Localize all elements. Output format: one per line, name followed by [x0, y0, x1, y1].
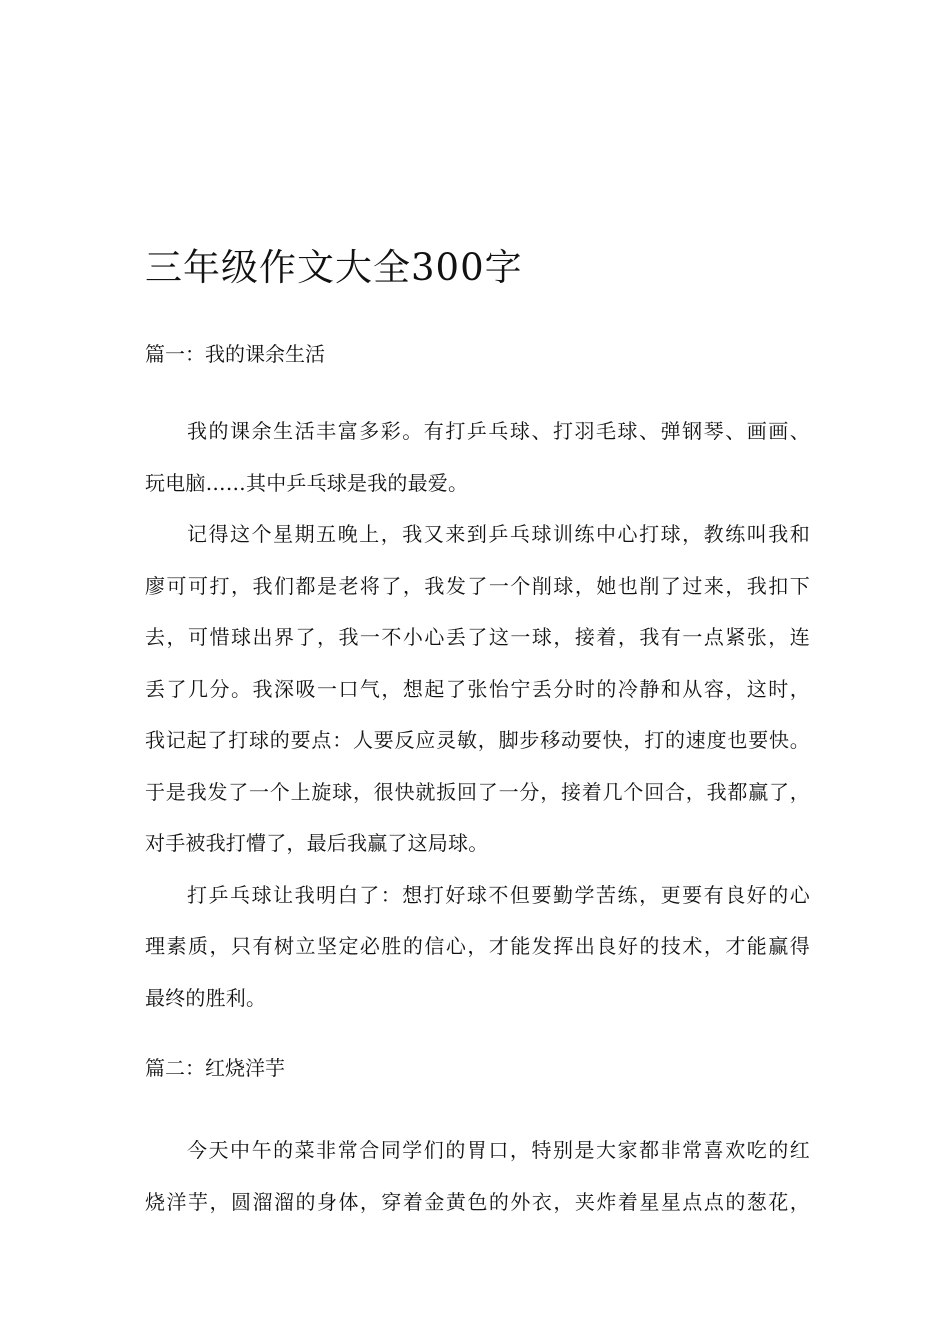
paragraph-line: 我记起了打球的要点：人要反应灵敏，脚步移动要快，打的速度也要快。 — [145, 728, 810, 752]
paragraph-line: 我的课余生活丰富多彩。有打乒乓球、打羽毛球、弹钢琴、画画、 — [187, 419, 810, 443]
paragraph-line: 于是我发了一个上旋球，很快就扳回了一分，接着几个回合，我都赢了， — [145, 779, 810, 804]
section-body-1 — [145, 406, 810, 1024]
paragraph-line: 丢了几分。我深吸一口气，想起了张怡宁丢分时的冷静和从容，这时， — [145, 676, 810, 701]
paragraph-line: 去，可惜球出界了，我一不小心丢了这一球，接着，我有一点紧张，连 — [145, 625, 810, 649]
paragraph-line: 对手被我打懵了，最后我赢了这局球。 — [145, 831, 489, 855]
paragraph-line: 玩电脑……其中乒乓球是我的最爱。 — [145, 470, 469, 495]
paragraph-line: 最终的胜利。 — [145, 985, 267, 1010]
paragraph-line: 烧洋芋，圆溜溜的身体，穿着金黄色的外衣，夹炸着星星点点的葱花， — [145, 1189, 810, 1214]
section-body-2 — [145, 1125, 810, 1228]
paragraph-line: 理素质，只有树立坚定必胜的信心，才能发挥出良好的技术，才能赢得 — [145, 934, 810, 958]
document-title: 三年级作文大全300字 — [145, 246, 523, 289]
section-heading-1: 篇一：我的课余生活 — [145, 342, 325, 366]
paragraph-line: 廖可可打，我们都是老将了，我发了一个削球，她也削了过来，我扣下 — [145, 573, 810, 598]
paragraph-line: 记得这个星期五晚上，我又来到乒乓球训练中心打球，教练叫我和 — [187, 522, 810, 546]
paragraph-line: 今天中午的菜非常合同学们的胃口，特别是大家都非常喜欢吃的红 — [187, 1138, 810, 1162]
paragraph-line: 打乒乓球让我明白了：想打好球不但要勤学苦练，更要有良好的心 — [187, 882, 810, 907]
section-heading-2: 篇二：红烧洋芋 — [145, 1056, 285, 1080]
